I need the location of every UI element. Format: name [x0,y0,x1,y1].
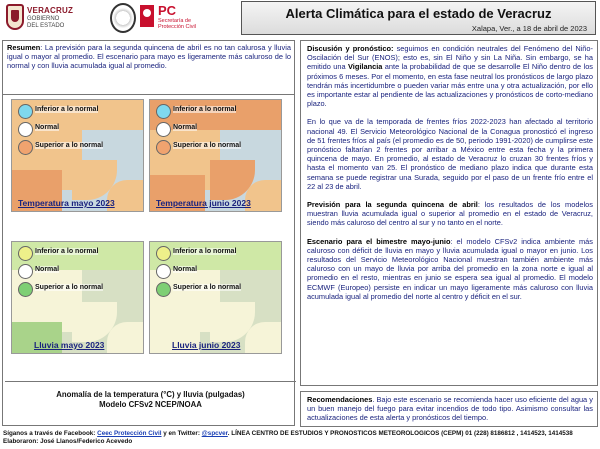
above-normal-swatch [156,282,171,297]
state-seal-icon [110,3,136,33]
logo-pc-subtitle: Secretaría de Protección Civil [158,18,196,30]
discussion-paragraph: Discusión y pronóstico: seguimos en condición neutrales del Fenómeno del Niño-Oscilación del Sur (ENOS); esto es, sin El Niño y sin La Niña. Sin embargo, se ha emitido una Vigilancia ante la probabilidad de que se desarrolle El Niño dentro de los próximos 6 meses. Por el momento, en esta fase neutral los pronósticos de largo plazo tendrán más incertidumbre o pueden variar más entre una y otra actualización, por ello es importante estar al pendiente de las actualizaciones y pronósticos de corto-mediano plazo. [307,44,593,109]
footer-authors: Elaboraron: José Llanos/Federico Acevedo [3,438,133,445]
right-text [307,44,593,310]
logo-veracruz-title: VERACRUZ [27,6,74,15]
map-temperature-june: Inferior a lo normal Normal Superior a lo normal Temperatura junio 2023 [149,99,282,212]
recommendations-box [300,391,598,427]
summary [7,43,291,71]
divider [3,94,294,95]
footer [3,430,599,446]
veracruz-government-logo [6,4,74,34]
map-rain-june: Inferior a lo normal Normal Superior a lo normal Lluvia junio 2023 [149,241,282,354]
logo-pc-title: PC [158,3,177,18]
map-temperature-may: Inferior a lo normal Normal Superior a lo normal Temperatura mayo 2023 [11,99,144,212]
right-panel [300,40,598,386]
proteccion-civil-badge-icon [140,5,154,27]
map-caption: Lluvia junio 2023 [172,340,241,350]
below-normal-swatch [156,104,171,119]
normal-swatch [156,122,171,137]
fronts-paragraph: En lo que va de la temporada de frentes fríos 2022-2023 han afectado al territorio nacional 49. El Servicio Meteorológico Nacional de la Conagua pronosticó el ingreso de 51 frentes fríos al país (el promedio es de 50, periodo 1991-2020) de cumplirse este pronóstico faltarían 2 frentes por arribar a México entre esta fecha y la primera quincena de mayo. En promedio, al estado de Veracruz lo cruzan 30 frentes fríos y hasta el momento van 25. El pronóstico de mediano plazo indica que durante esta semana se puede registrar una Surada, seguido por el paso de un frente frío entre el 22 al 23 de abril. [307,117,593,191]
map-caption: Temperatura junio 2023 [156,198,251,208]
page-date: Xalapa, Ver., a 18 de abril de 2023 [471,24,587,33]
normal-swatch [18,122,33,137]
footer-contact: Síganos a través de Facebook: Ceec Protección Civil y en Twitter: @spcver. LÍNEA CENTRO DE ESTUDIOS Y PRONOSTICOS METEOROLOGICOS (CEPM) 01 (228) 8186812 , 1414523, 1414538 [3,430,573,437]
left-panel [2,40,295,426]
map-caption: Lluvia mayo 2023 [34,340,105,350]
summary-label: Resumen [7,43,41,52]
april-forecast-paragraph: Previsión para la segunda quincena de abril: los resultados de los modelos muestran lluvia acumulada igual o superior al promedio en el estado de Veracruz, siendo más caluroso del centro al sur y no tanto en el norte. [307,200,593,228]
page-title: Alerta Climática para el estado de Veracruz [285,6,552,21]
recommendations-text: Recomendaciones. Bajo este escenario se recomienda hacer uso eficiente del agua y un buen manejo del fuego para evitar incendios de todo tipo. Asimismo consultar las actualizaciones de esta alerta y pronósticos del tiempo. [307,395,593,423]
title-box [241,1,596,35]
above-normal-swatch [18,140,33,155]
above-normal-swatch [18,282,33,297]
below-normal-swatch [18,104,33,119]
normal-swatch [156,264,171,279]
below-normal-swatch [156,246,171,261]
map-caption: Temperatura mayo 2023 [18,198,115,208]
logo-veracruz-subtitle: GOBIERNO DEL ESTADO [27,16,65,29]
header [0,0,600,38]
below-normal-swatch [18,246,33,261]
above-normal-swatch [156,140,171,155]
facebook-link[interactable]: Ceec Protección Civil [97,430,162,437]
veracruz-shield-icon [6,4,24,30]
normal-swatch [18,264,33,279]
bimester-paragraph: Escenario para el bimestre mayo-junio: el modelo CFSv2 indica ambiente más caluroso con déficit de lluvia en mayo y lluvia acumulada igual o mayor en junio. Los resultados del Servicio Meteorológico Nacional muestran también ambiente más caluroso con un mayo de lluvia por arriba del promedio en la zona norte e igual al promedio en el resto, mientras en junio se espera sea igual al promedio. El modelo ECMWF (Europeo) persiste en indicar un mayo ligeramente más caluroso con lluvia acumulada igual al promedio del norte al centro y déficit en el sur. [307,236,593,301]
figure-caption: Anomalía de la temperatura (°C) y lluvia (pulgadas) Modelo CFSv2 NCEP/NOAA [5,381,296,427]
map-rain-may: Inferior a lo normal Normal Superior a lo normal Lluvia mayo 2023 [11,241,144,354]
summary-text: : La previsión para la segunda quincena de abril es no tan calurosa y lluvia igual o mayor al promedio. El escenario para mayo es ligeramente más caluroso de lo normal y con lluvia acumulada igual al promedio. [7,43,291,71]
proteccion-civil-logo [140,3,230,33]
twitter-link[interactable]: @spcver [201,430,228,437]
